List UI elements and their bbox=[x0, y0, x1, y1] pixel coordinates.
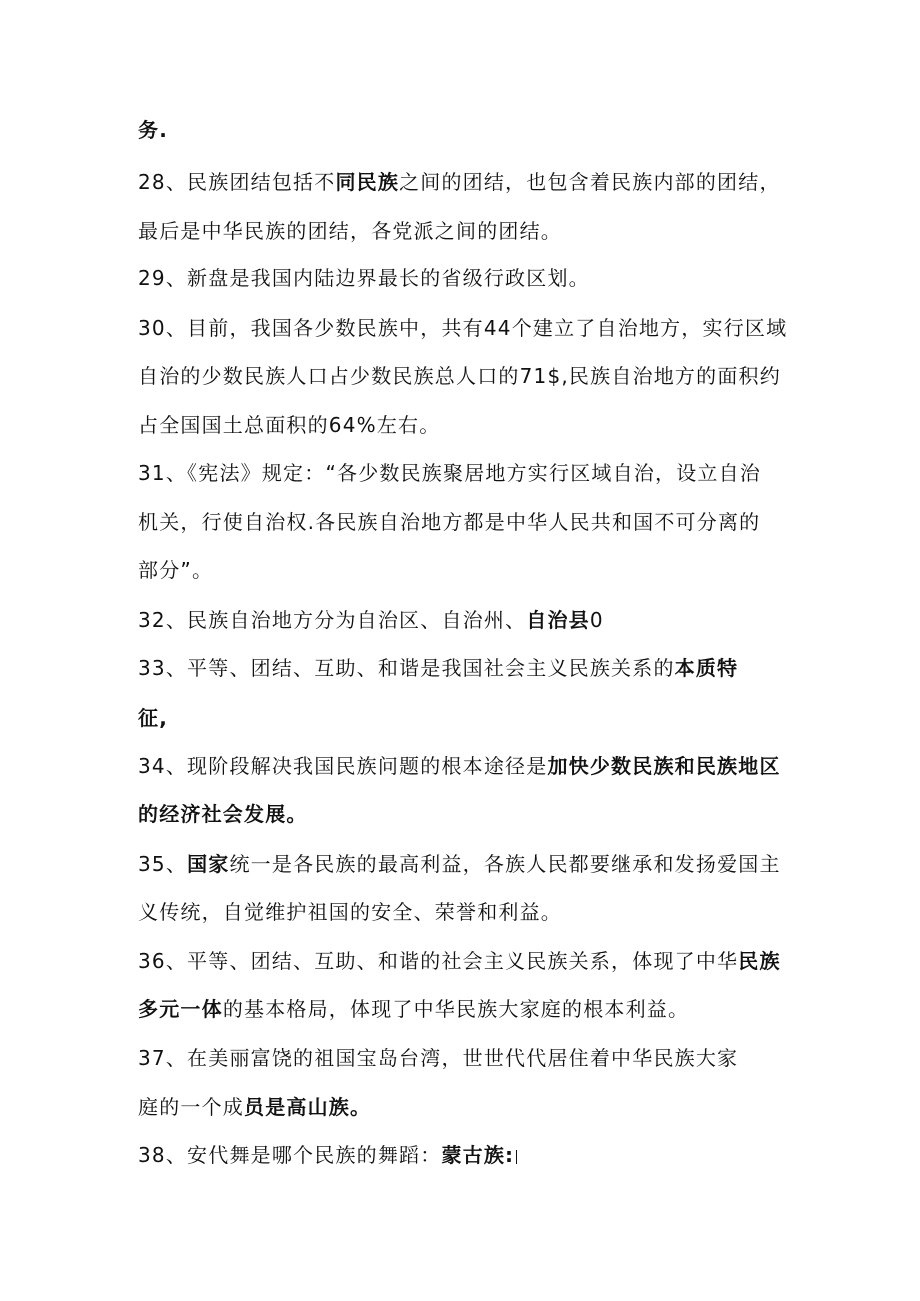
item-34-line-1: 34、现阶段解决我国民族问题的根本途径是加快少数民族和民族地区 bbox=[138, 754, 781, 778]
item-38-line-1: 38、安代舞是哪个民族的舞蹈：蒙古族: bbox=[138, 1142, 517, 1168]
item-34-line-2: 的经济社会发展。 bbox=[138, 802, 308, 826]
item-31-line-2: 机关，行使自治权.各民族自治地方都是中华人民共和国不可分离的 bbox=[138, 510, 761, 534]
item-35-line-2: 义传统，自觉维护祖国的安全、荣誉和利益。 bbox=[138, 900, 562, 924]
item-36-line-2: 多元一体的基本格局，体现了中华民族大家庭的根本利益。 bbox=[138, 997, 690, 1021]
item-37-line-1: 37、在美丽富饶的祖国宝岛台湾，世世代代居住着中华民族大家 bbox=[138, 1046, 739, 1070]
item-30-line-3: 占全国国土总面积的64%左右。 bbox=[138, 413, 441, 437]
item-33-line-1: 33、平等、团结、互助、和谐是我国社会主义民族关系的本质特 bbox=[138, 656, 739, 680]
item-33-line-2: 征, bbox=[138, 706, 168, 730]
item-30-line-1: 30、目前，我国各少数民族中，共有44个建立了自治地方，实行区域 bbox=[138, 316, 788, 340]
item-31-line-1: 31、《宪法》规定：“各少数民族聚居地方实行区域自治，设立自治 bbox=[138, 461, 762, 485]
item-28-line-1: 28、民族团结包括不同民族之间的团结，也包含着民族内部的团结， bbox=[138, 170, 781, 194]
item-30-line-2: 自治的少数民族人口占少数民族总人口的71$,民族自治地方的面积约 bbox=[138, 364, 781, 388]
text-line: 务. bbox=[138, 118, 168, 142]
item-37-line-2: 庭的一个成员是高山族。 bbox=[138, 1095, 372, 1119]
item-31-line-3: 部分”。 bbox=[138, 558, 214, 582]
text-cursor-mark bbox=[516, 1150, 517, 1164]
item-35-line-1: 35、国家统一是各民族的最高利益，各族人民都要继承和发扬爱国主 bbox=[138, 852, 781, 876]
item-29-line-1: 29、新盘是我国内陆边界最长的省级行政区划。 bbox=[138, 266, 590, 290]
item-28-line-2: 最后是中华民族的团结，各党派之间的团结。 bbox=[138, 219, 562, 243]
item-32-line-1: 32、民族自治地方分为自治区、自治州、自治县0 bbox=[138, 608, 604, 632]
item-36-line-1: 36、平等、团结、互助、和谐的社会主义民族关系，体现了中华民族 bbox=[138, 949, 781, 973]
